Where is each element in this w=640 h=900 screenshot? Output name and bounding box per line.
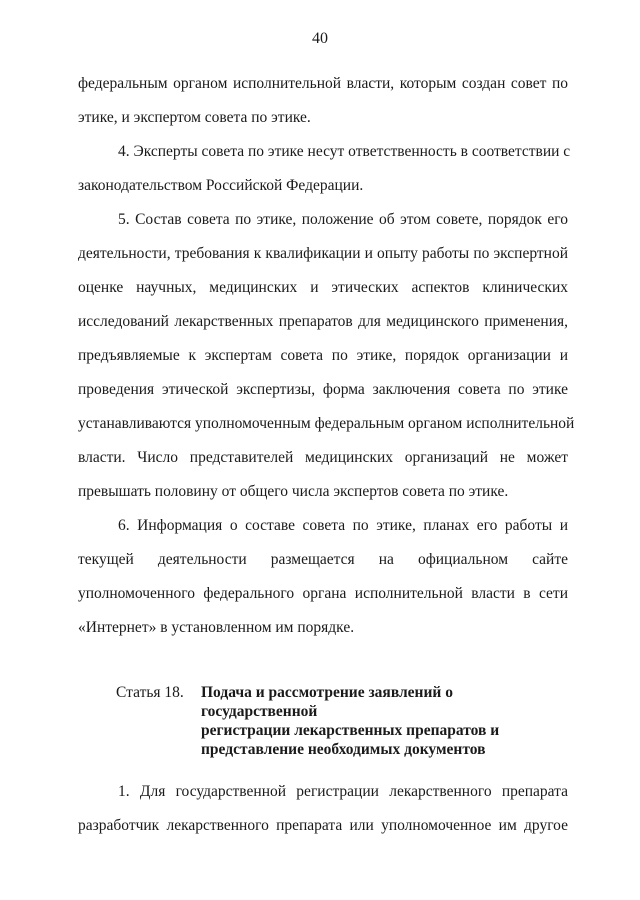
text-line: этике, и экспертом совета по этике. <box>78 109 311 126</box>
text-line: законодательством Российской Федерации. <box>78 177 364 194</box>
text-line: 5. Состав совета по этике, положение об этом совете, порядок его <box>118 211 568 228</box>
article-title-line: Подача и рассмотрение заявлений о государственной <box>201 684 453 720</box>
text-line: федеральным органом исполнительной власти, которым создан совет по <box>78 75 568 92</box>
text-line: проведения этической экспертизы, форма заключения совета по этике <box>78 381 568 398</box>
paragraph-continuation <box>78 67 568 135</box>
document-body <box>78 67 575 843</box>
text-line: текущей деятельности размещается на официальном сайте <box>78 551 568 568</box>
text-line: 1. Для государственной регистрации лекарственного препарата <box>118 783 568 800</box>
paragraph-item-6 <box>78 509 568 645</box>
text-line: власти. Число представителей медицинских организаций не может <box>78 449 568 466</box>
article-title-line: представление необходимых документов <box>201 741 486 758</box>
text-line: разработчик лекарственного препарата или уполномоченное им другое <box>78 817 568 834</box>
article-title-line: регистрации лекарственных препаратов и <box>201 722 500 739</box>
article-title <box>201 683 568 759</box>
text-line: 4. Эксперты совета по этике несут ответственность в соответствии с <box>118 143 571 160</box>
text-line: превышать половину от общего числа экспертов совета по этике. <box>78 483 509 500</box>
page-number: 40 <box>312 30 328 47</box>
text-line: деятельности, требования к квалификации и опыту работы по экспертной <box>78 245 568 262</box>
text-line: устанавливаются уполномоченным федеральным органом исполнительной <box>78 415 575 432</box>
text-line: уполномоченного федерального органа исполнительной власти в сети <box>78 585 568 602</box>
paragraph-item-4 <box>78 135 571 203</box>
text-line: 6. Информация о составе совета по этике, планах его работы и <box>118 517 568 534</box>
text-line: предъявляемые к экспертам совета по этике, порядок организации и <box>78 347 568 364</box>
paragraph-item-5 <box>78 203 575 509</box>
text-line: оценке научных, медицинских и этических аспектов клинических <box>78 279 568 296</box>
text-line: «Интернет» в установленном им порядке. <box>78 619 355 636</box>
text-line: исследований лекарственных препаратов для медицинского применения, <box>78 313 568 330</box>
article-label: Статья 18. <box>116 684 184 701</box>
article-heading <box>78 683 568 759</box>
paragraph-article-item-1 <box>78 775 568 843</box>
